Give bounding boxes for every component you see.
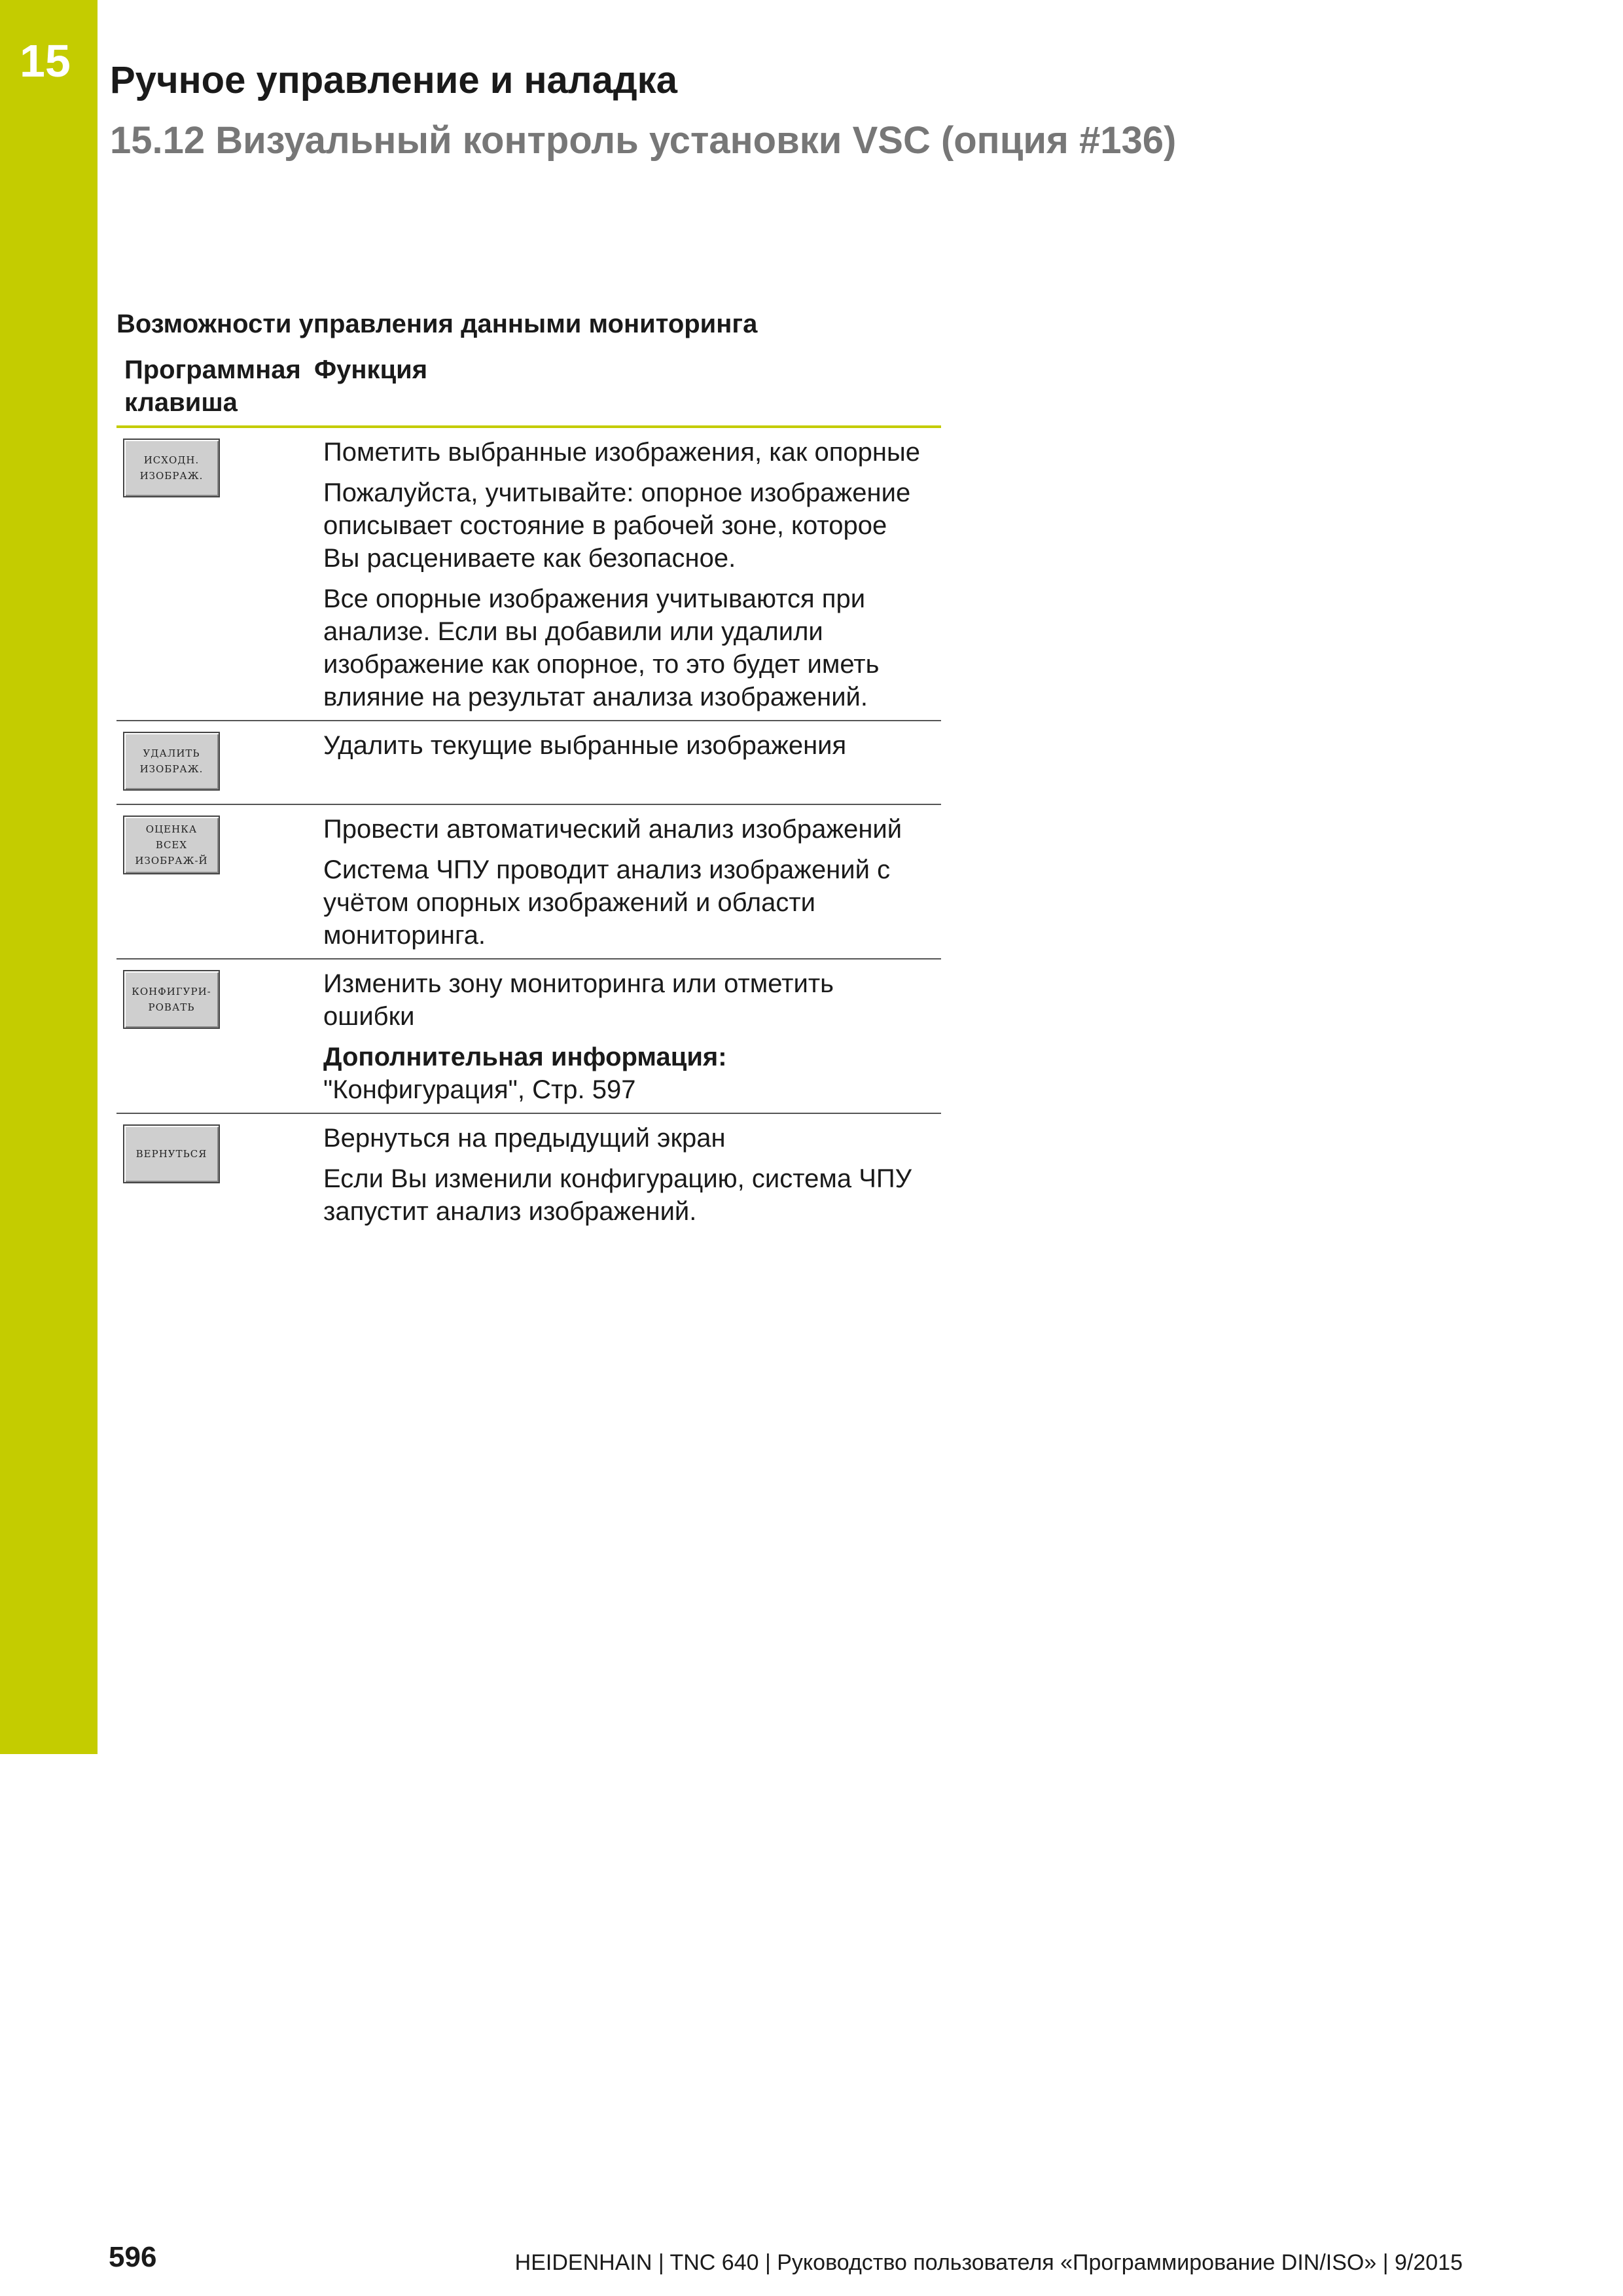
more-info-label: Дополнительная информация: bbox=[323, 1043, 727, 1071]
table-caption: Возможности управления данными мониторинга bbox=[116, 310, 758, 338]
function-text: Если Вы изменили конфигурацию, система ЧПУ запустит анализ изображений. bbox=[323, 1164, 912, 1226]
chapter-title: Ручное управление и наладка bbox=[110, 59, 677, 101]
softkey-label: ВЕРНУТЬСЯ bbox=[135, 1148, 207, 1160]
softkey-evaluate-all-images[interactable] bbox=[123, 816, 220, 874]
function-text: Система ЧПУ проводит анализ изображений с учётом опорных изображений и области мониторинга. bbox=[323, 855, 891, 950]
table-header bbox=[116, 353, 941, 428]
softkey-label: ОЦЕНКА ВСЕХ ИЗОБРАЖ-Й bbox=[135, 823, 208, 867]
table-row bbox=[116, 428, 941, 721]
page-number: 596 bbox=[109, 2241, 157, 2273]
function-text: Пожалуйста, учитывайте: опорное изображение описывает состояние в рабочей зоне, которое Вы расцениваете как безопасное. bbox=[323, 478, 911, 573]
softkey-return[interactable] bbox=[123, 1124, 220, 1183]
header-softkey: Программная клавиша bbox=[124, 355, 301, 417]
softkey-label: КОНФИГУРИ- РОВАТЬ bbox=[132, 986, 211, 1013]
softkey-reference-images[interactable] bbox=[123, 439, 220, 497]
chapter-side-bar bbox=[0, 0, 98, 1754]
table-row bbox=[116, 721, 941, 805]
table-row bbox=[116, 960, 941, 1114]
function-text: Пометить выбранные изображения, как опорные bbox=[323, 438, 920, 467]
more-info-link[interactable]: "Конфигурация", Стр. 597 bbox=[323, 1075, 636, 1104]
footer-text: HEIDENHAIN | TNC 640 | Руководство пользователя «Программирование DIN/ISO» | 9/2015 bbox=[514, 2250, 1463, 2275]
function-text: Провести автоматический анализ изображений bbox=[323, 815, 902, 844]
chapter-number: 15 bbox=[20, 35, 71, 86]
function-text: Изменить зону мониторинга или отметить ошибки bbox=[323, 969, 834, 1031]
softkey-configure[interactable] bbox=[123, 970, 220, 1029]
softkey-label: ИСХОДН. ИЗОБРАЖ. bbox=[139, 454, 204, 482]
table-row bbox=[116, 1114, 941, 1234]
function-text: Все опорные изображения учитываются при анализе. Если вы добавили или удалили изображение как опорное, то это будет иметь влияние на результат анализа изображений. bbox=[323, 584, 880, 711]
table-row bbox=[116, 805, 941, 960]
softkey-table bbox=[116, 353, 941, 1234]
softkey-label: УДАЛИТЬ ИЗОБРАЖ. bbox=[139, 747, 204, 775]
function-text: Вернуться на предыдущий экран bbox=[323, 1124, 726, 1153]
softkey-delete-images[interactable] bbox=[123, 732, 220, 791]
section-title: 15.12 Визуальный контроль установки VSC (опция #136) bbox=[110, 119, 1177, 162]
function-text: Удалить текущие выбранные изображения bbox=[323, 731, 847, 760]
header-function: Функция bbox=[314, 355, 428, 384]
